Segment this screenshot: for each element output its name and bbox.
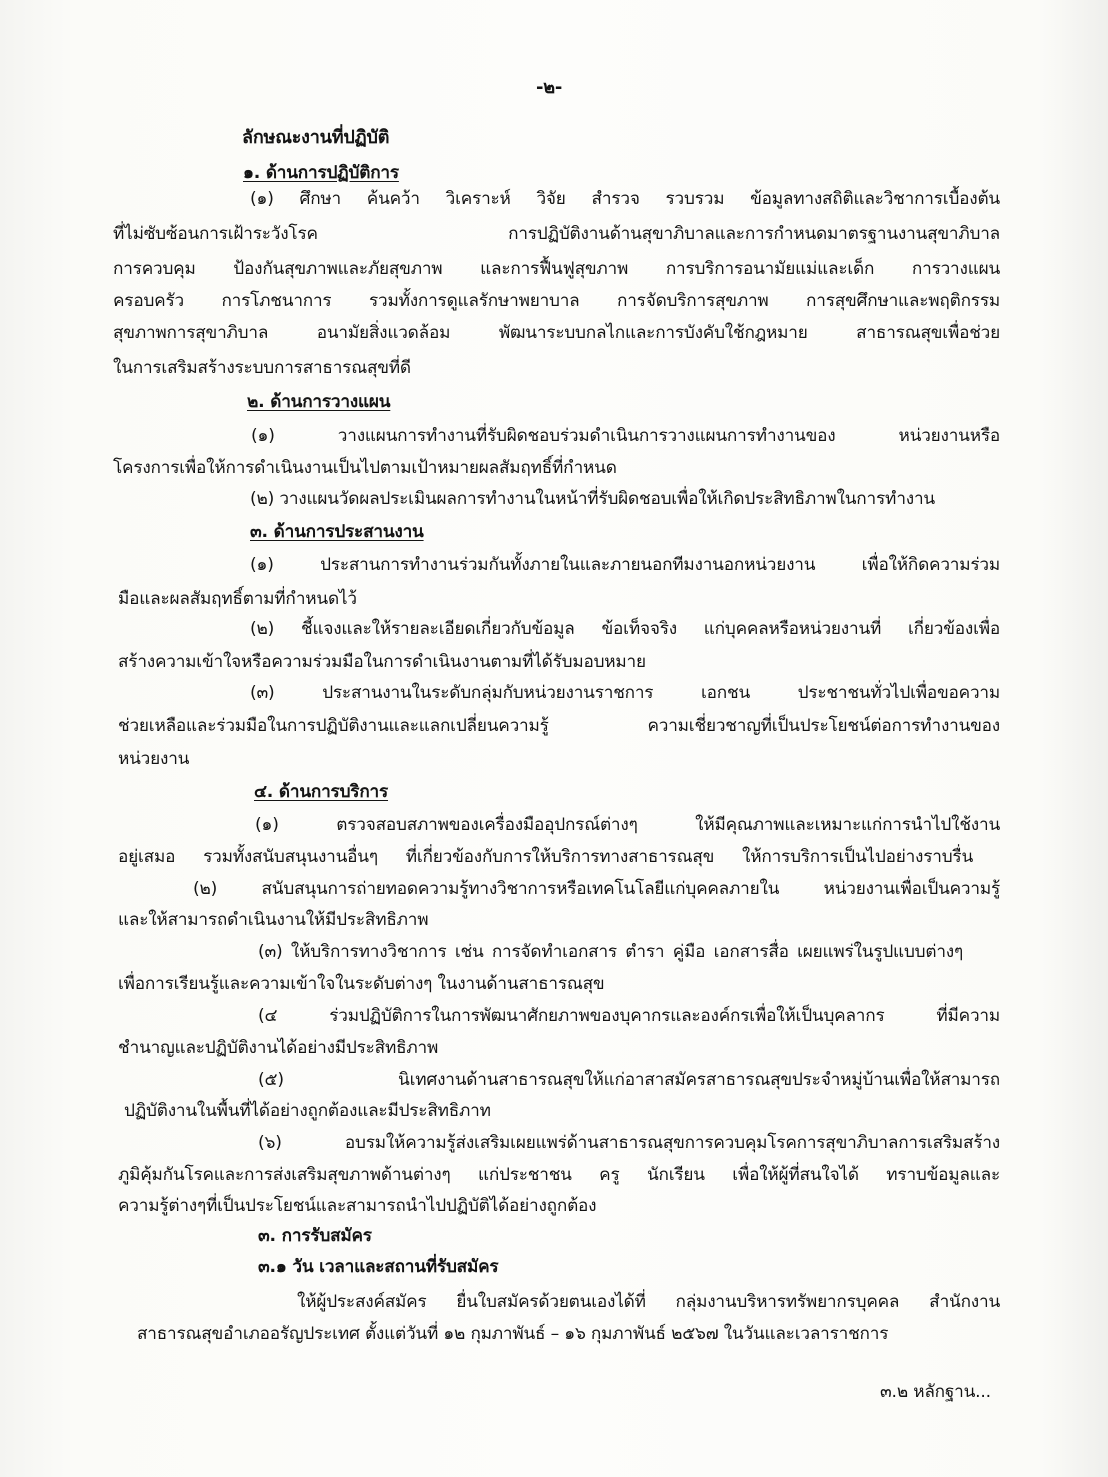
body-line: (๒) สนับสนุนการถ่ายทอดความรู้ทางวิชาการหรือเทคโนโลยีแก่บุคคลภายใน หน่วยงานเพื่อเป็นความรู้	[193, 879, 1000, 899]
body-line: สาธารณสุขอำเภออรัญประเทศ ตั้งแต่วันที่ ๑๒ กุมภาพันธ์ – ๑๖ กุมภาพันธ์ ๒๕๖๗ ในวันและเวลาราชการ	[137, 1324, 889, 1344]
body-line: (๑) ประสานการทำงานร่วมกันทั้งภายในและภายนอกทีมงานอกหน่วยงาน เพื่อให้กิดความร่วม	[250, 555, 1000, 575]
body-line: ภูมิคุ้มกันโรคและการส่งเสริมสุขภาพด้านต่างๆ แก่ประชาชน ครู นักเรียน เพื่อให้ผู้ที่สนใจได้ ทราบข้อมูลและ	[118, 1165, 1000, 1185]
body-line: หน่วยงาน	[118, 749, 190, 769]
body-line: และให้สามารถดำเนินงานให้มีประสิทธิภาพ	[118, 910, 429, 930]
body-line: ให้ผู้ประสงค์สมัคร ยื่นใบสมัครด้วยตนเองได้ที่ กลุ่มงานบริหารทรัพยากรบุคคล สำนักงาน	[297, 1292, 1000, 1312]
body-line: (๒) ชี้แจงและให้รายละเอียดเกี่ยวกับข้อมูล ข้อเท็จจริง แก่บุคคลหรือหน่วยงานที่ เกี่ยวข้องเพื่อ	[250, 619, 1000, 639]
body-line: สุขภาพการสุขาภิบาล อนามัยสิ่งแวดล้อม พัฒนาระบบกลไกและการบังคับใช้กฎหมาย สาธารณสุขเพื่อช่วย	[113, 323, 1000, 343]
heading-application: ๓. การรับสมัคร	[258, 1226, 372, 1246]
body-line: ปฏิบัติงานในพื้นที่ได้อย่างถูกต้องและมีประสิทธิภาท	[124, 1101, 491, 1121]
body-line: ในการเสริมสร้างระบบการสาธารณสุขที่ดี	[113, 358, 411, 378]
body-line: (๓) ให้บริการทางวิชาการ เช่น การจัดทำเอกสาร ตำรา คู่มือ เอกสารสื่อ เผยแพร่ในรูปแบบต่างๆ	[258, 942, 963, 962]
body-line: ครอบครัว การโภชนาการ รวมทั้งการดูแลรักษาพยาบาล การจัดบริการสุขภาพ การสุขศึกษาและพฤติกรรม	[113, 291, 1000, 311]
page-number: -๒-	[536, 77, 563, 98]
body-line: การควบคุม ป้องกันสุขภาพและภัยสุขภาพ และการฟื้นฟูสุขภาพ การบริการอนามัยแม่และเด็ก การวางแผน	[113, 259, 1000, 279]
body-line: ความรู้ต่างๆที่เป็นประโยชน์และสามารถนำไปปฏิบัติได้อย่างถูกต้อง	[118, 1196, 597, 1216]
body-line: (๓) ประสานงานในระดับกลุ่มกับหน่วยงานราชการ เอกชน ประชาชนทั่วไปเพื่อขอความ	[250, 683, 1000, 703]
body-line: (๑) ตรวจสอบสภาพของเครื่องมืออุปกรณ์ต่างๆ ให้มีคุณภาพและเหมาะแก่การนำไปใช้งาน	[255, 815, 1000, 835]
subheading-application-time-place: ๓.๑ วัน เวลาและสถานที่รับสมัคร	[258, 1257, 499, 1277]
body-line: (๒) วางแผนวัดผลประเมินผลการทำงานในหน้าที่รับผิดชอบเพื่อให้เกิดประสิทธิภาพในการทำงาน	[250, 489, 935, 509]
body-line: สร้างความเข้าใจหรือความร่วมมือในการดำเนินงานตามที่ได้รับมอบหมาย	[118, 652, 646, 672]
body-line: อยู่เสมอ รวมทั้งสนับสนุนงานอื่นๆ ที่เกี่ยวข้องกับการให้บริการทางสาธารณสุข ให้การบริการเป็นไปอย่างราบรื่น	[118, 847, 973, 867]
body-line: ที่ไม่ซับซ้อนการเฝ้าระวังโรค การปฏิบัติงานด้านสุขาภิบาลและการกำหนดมาตรฐานงานสุขาภิบาล	[113, 224, 1000, 244]
body-line: เพื่อการเรียนรู้และความเข้าใจในระดับต่างๆ ในงานด้านสาธารณสุข	[118, 974, 605, 994]
heading-services: ๔. ด้านการบริการ	[254, 782, 389, 802]
body-line: มือและผลสัมฤทธิ์ตามที่กำหนดไว้	[118, 589, 357, 609]
body-line: (๑) ศึกษา ค้นคว้า วิเคราะห์ วิจัย สำรวจ รวบรวม ข้อมูลทางสถิติและวิชาการเบื้องต้น	[250, 189, 1000, 209]
body-line: (๔ ร่วมปฏิบัติการในการพัฒนาศักยภาพของบุคากรและองค์กรเพื่อให้เป็นบุคลากร ที่มีความ	[258, 1006, 1000, 1026]
body-line: โครงการเพื่อให้การดำเนินงานเป็นไปตามเป้าหมายผลสัมฤทธิ์ที่กำหนด	[113, 458, 617, 478]
body-line: (๕) นิเทศงานด้านสาธารณสุขให้แก่อาสาสมัครสาธารณสุขประจำหมู่บ้านเพื่อให้สามารถ	[258, 1070, 1000, 1090]
heading-coordination: ๓. ด้านการประสานงาน	[250, 522, 424, 542]
continuation-note: ๓.๒ หลักฐาน...	[880, 1382, 991, 1402]
body-line: ช่วยเหลือและร่วมมือในการปฏิบัติงานและแลกเปลี่ยนความรู้ ความเชี่ยวชาญที่เป็นประโยชน์ต่อการทำงานของ	[118, 716, 1000, 736]
section-title: ลักษณะงานที่ปฏิบัติ	[242, 127, 390, 148]
body-line: ชำนาญและปฏิบัติงานได้อย่างมีประสิทธิภาพ	[118, 1038, 439, 1058]
heading-planning: ๒. ด้านการวางแผน	[247, 392, 391, 412]
heading-operations: ๑. ด้านการปฏิบัติการ	[243, 163, 399, 183]
body-line: (๑) วางแผนการทำงานที่รับผิดชอบร่วมดำเนินการวางแผนการทำงานของ หน่วยงานหรือ	[251, 426, 1000, 446]
body-line: (๖) อบรมให้ความรู้ส่งเสริมเผยแพร่ด้านสาธารณสุขการควบคุมโรคการสุขาภิบาลการเสริมสร้าง	[258, 1133, 1000, 1153]
